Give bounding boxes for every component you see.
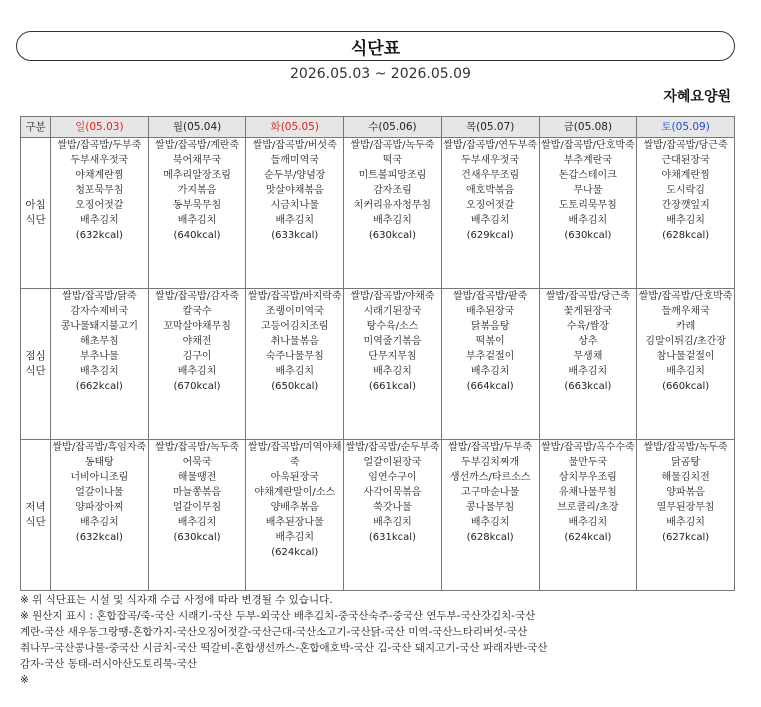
menu-item: (663kcal) [564, 381, 612, 392]
menu-item: 감자수제비국 [70, 306, 129, 317]
day-header-fri: 금(05.08) [539, 117, 637, 138]
menu-item: 쌀밥/잡곡밥/미역야채죽 [247, 442, 342, 468]
menu-item: 배추김치 [275, 532, 315, 543]
menu-item: 도시락김 [666, 185, 705, 196]
menu-item: 닭곰탕 [671, 457, 701, 468]
meal-label [21, 289, 51, 440]
menu-item: 쌀밥/잡곡밥/바지락죽 [247, 291, 342, 302]
menu-item: 미트볼피망조림 [358, 170, 427, 181]
menu-item: (662kcal) [75, 381, 123, 392]
menu-item: 두부새우젓국 [461, 155, 520, 166]
menu-item: 두부새우젓국 [70, 155, 129, 166]
menu-item: 물만두국 [568, 457, 608, 468]
menu-item: (631kcal) [368, 532, 416, 543]
menu-item: 김말이튀김/초간장 [645, 336, 726, 347]
menu-item: 김구이 [182, 351, 212, 362]
menu-item: 콩나물무침 [466, 502, 515, 513]
menu-item: 쌀밥/잡곡밥/당근죽 [643, 140, 728, 151]
menu-item: (670kcal) [173, 381, 221, 392]
menu-item: 꼬막살야채무침 [163, 321, 231, 332]
menu-item: 야채계란찜 [661, 170, 710, 181]
menu-item: (624kcal) [271, 547, 319, 558]
menu-cell [637, 440, 735, 591]
menu-item: 취나물볶음 [270, 336, 319, 347]
day-header-wed: 수(05.06) [344, 117, 442, 138]
menu-item: (624kcal) [564, 532, 612, 543]
menu-item: 아욱된장국 [270, 472, 319, 483]
menu-item: 배추김치 [80, 517, 119, 528]
menu-item: 쌀밥/잡곡밥/연두부죽 [443, 140, 537, 151]
menu-cell [539, 289, 637, 440]
menu-cell [441, 440, 539, 591]
menu-item: 쌀밥/잡곡밥/버섯죽 [252, 140, 337, 151]
breakfast-row [21, 138, 735, 289]
menu-item: 생선까스/타르소스 [449, 472, 531, 483]
menu-cell [344, 138, 442, 289]
menu-item: (628kcal) [662, 230, 710, 241]
menu-item: 배추김치 [666, 215, 705, 226]
menu-item: 야채계란찜 [75, 170, 124, 181]
notes-section [20, 592, 740, 688]
note-line: 계란-국산 새우동그랑땡-혼합가지-국산오징어젓갈-국산근대-국산소고기-국산닭-국산 미역-국산느타리버섯-국산 [20, 626, 528, 638]
menu-item: 해물김치전 [661, 472, 710, 483]
menu-item: 쌀밥/잡곡밥/순두부죽 [345, 442, 440, 453]
menu-item: 얼갈이무침 [172, 502, 222, 513]
menu-item: 고구마순나물 [461, 487, 520, 498]
menu-item: (661kcal) [368, 381, 416, 392]
menu-item: 쌀밥/잡곡밥/녹두죽 [350, 140, 435, 151]
menu-item: 순두부/양념장 [264, 170, 326, 181]
menu-item: 조랭이미역국 [265, 306, 324, 317]
menu-cell [148, 289, 246, 440]
menu-item: 시래기된장국 [363, 306, 422, 317]
menu-item: 간장깻잎지 [661, 200, 710, 211]
menu-item: 배추김치 [666, 517, 705, 528]
menu-item: 무나물 [573, 185, 603, 196]
menu-item: 청포묵무침 [75, 185, 124, 196]
menu-item: 애호박볶음 [466, 185, 515, 196]
menu-item: 꽃게된장국 [563, 306, 613, 317]
menu-item: 배추김치 [177, 517, 217, 528]
day-header-mon: 월(05.04) [148, 117, 246, 138]
meal-label-text: 식단 [25, 516, 46, 528]
menu-item: 상추 [578, 336, 598, 347]
note-line: ※ [20, 674, 29, 686]
menu-item: (630kcal) [564, 230, 612, 241]
menu-period: 2026.05.03 ~ 2026.05.09 [290, 66, 471, 82]
menu-item: 카레 [675, 321, 696, 332]
menu-cell [539, 138, 637, 289]
menu-item: 감자조림 [373, 185, 412, 196]
menu-item: 메추리알장조림 [163, 170, 231, 181]
menu-item: 두부김치찌개 [461, 457, 520, 468]
menu-cell [441, 138, 539, 289]
menu-item: (640kcal) [173, 230, 221, 241]
menu-item: 무생채 [573, 351, 603, 362]
day-header-tue: 화(05.05) [246, 117, 344, 138]
menu-cell [148, 138, 246, 289]
menu-item: 야채전 [182, 336, 212, 347]
corner-header: 구분 [21, 117, 51, 138]
menu-item: 부추나물 [80, 351, 119, 362]
menu-item: 맛살야채볶음 [265, 185, 324, 196]
menu-item: (632kcal) [75, 230, 123, 241]
menu-cell [246, 440, 344, 591]
menu-item: 사각어묵볶음 [363, 487, 422, 498]
menu-item: 오징어젓갈 [75, 200, 124, 211]
day-header-sat: 토(05.09) [637, 117, 735, 138]
menu-item: 쑥갓나물 [373, 502, 412, 513]
menu-item: 부추겉절이 [466, 351, 515, 362]
menu-item: 닭볶음탕 [470, 321, 510, 332]
menu-item: 양배추볶음 [270, 502, 319, 513]
menu-item: 수육/쌈장 [566, 321, 609, 332]
weekly-menu-table [20, 116, 735, 591]
menu-item: (630kcal) [173, 532, 221, 543]
menu-item: 미역줄기볶음 [363, 336, 422, 347]
menu-item: 쌀밥/잡곡밥/녹두죽 [643, 442, 728, 453]
meal-label-text: 식단 [25, 365, 46, 377]
menu-item: (632kcal) [75, 532, 123, 543]
menu-item: 열무된장무침 [656, 502, 715, 513]
menu-cell [51, 289, 149, 440]
menu-item: 배추김치 [373, 517, 412, 528]
facility-name: 자혜요양원 [663, 89, 731, 105]
meal-label-text: 점심 [25, 350, 46, 362]
menu-item: 쌀밥/잡곡밥/두부죽 [57, 140, 142, 151]
menu-item: 가지볶음 [177, 185, 217, 196]
menu-item: 브로콜리/초장 [557, 502, 619, 513]
menu-item: 배추김치 [568, 215, 608, 226]
menu-item: 시금치나물 [270, 200, 319, 211]
menu-item: 배추김치 [568, 517, 608, 528]
menu-cell [51, 138, 149, 289]
menu-item: 배추김치 [470, 517, 510, 528]
menu-cell [148, 440, 246, 591]
menu-item: 배추김치 [470, 215, 510, 226]
menu-item: 근대된장국 [661, 155, 710, 166]
meal-label [21, 138, 51, 289]
menu-item: 동부묵무침 [172, 200, 222, 211]
menu-title-box [16, 31, 735, 61]
menu-item: (629kcal) [466, 230, 514, 241]
menu-cell [51, 440, 149, 591]
menu-cell [246, 289, 344, 440]
menu-item: 쌀밥/잡곡밥/야채죽 [350, 291, 435, 302]
menu-item: 삼치무우조림 [558, 472, 617, 483]
menu-item: 배추김치 [275, 366, 315, 377]
menu-item: 해초무침 [80, 336, 119, 347]
menu-item: (664kcal) [466, 381, 514, 392]
meal-label [21, 440, 51, 591]
menu-item: 배추김치 [568, 366, 608, 377]
menu-item: 배추된장나물 [265, 517, 324, 528]
menu-item: 쌀밥/잡곡밥/감자죽 [155, 291, 240, 302]
menu-item: 북어채무국 [172, 155, 222, 166]
dinner-row [21, 440, 735, 591]
menu-item: 배추김치 [80, 215, 119, 226]
menu-cell [344, 440, 442, 591]
menu-item: 도토리묵무침 [558, 200, 617, 211]
menu-item: 쌀밥/잡곡밥/팥죽 [452, 291, 528, 302]
menu-item: 떡국 [382, 155, 403, 166]
menu-item: 동태탕 [84, 457, 114, 468]
menu-item: 참나물겉절이 [656, 351, 715, 362]
menu-item: (633kcal) [271, 230, 319, 241]
menu-item: 부추계란국 [563, 155, 613, 166]
menu-item: 떡볶이 [475, 336, 505, 347]
page-title: 식단표 [350, 38, 401, 59]
meal-label-text: 저녁 [25, 501, 46, 513]
menu-item: 쌀밥/잡곡밥/녹두죽 [155, 442, 240, 453]
day-header-thu: 목(05.07) [441, 117, 539, 138]
menu-item: 배추김치 [666, 366, 705, 377]
menu-item: (650kcal) [271, 381, 319, 392]
menu-item: 칼국수 [182, 306, 212, 317]
day-header-sun: 일(05.03) [51, 117, 149, 138]
menu-item: (660kcal) [662, 381, 710, 392]
meal-label-text: 식단 [25, 214, 46, 226]
menu-item: 쌀밥/잡곡밥/당근죽 [545, 291, 630, 302]
menu-item: 얼갈이나물 [75, 487, 124, 498]
menu-item: 야채계란말이/소스 [254, 487, 336, 498]
menu-item: 너비아니조림 [70, 472, 129, 483]
menu-item: 돈갑스테이크 [558, 170, 617, 181]
menu-item: 건새우무조림 [461, 170, 520, 181]
menu-item: 마늘쫑볶음 [172, 487, 222, 498]
menu-item: 콩나물돼지불고기 [60, 321, 138, 332]
menu-item: 쌀밥/잡곡밥/단호박죽 [638, 291, 733, 302]
menu-item: 탕수육/소스 [366, 321, 419, 332]
menu-item: 쌀밥/잡곡밥/닭죽 [62, 291, 137, 302]
menu-item: 얼갈이된장국 [363, 457, 422, 468]
note-line: 감자-국산 동태-러시아산도토리묵-국산 [20, 658, 197, 670]
menu-item: 쌀밥/잡곡밥/옥수수죽 [541, 442, 635, 453]
menu-item: 들깨미역국 [270, 155, 319, 166]
menu-item: 배추김치 [373, 366, 412, 377]
menu-item: 치커리유자청무침 [353, 200, 432, 211]
menu-item: (628kcal) [466, 532, 514, 543]
menu-item: 양파볶음 [666, 487, 705, 498]
menu-cell [637, 289, 735, 440]
menu-item: 배추김치 [373, 215, 412, 226]
note-line: ※ 위 식단표는 시설 및 식자재 수급 사정에 따라 변경될 수 있습니다. [20, 594, 333, 606]
menu-item: 단무지무침 [368, 351, 417, 362]
menu-cell [539, 440, 637, 591]
menu-item: 배추김치 [177, 215, 217, 226]
note-line: ※ 원산지 표시 : 혼합잡곡/죽-국산 시래기-국산 두부-외국산 배추김치-중국산숙주-중국산 연두부-국산갓김치-국산 [20, 610, 536, 622]
menu-item: 고등어김치조림 [260, 321, 329, 332]
menu-item: 쌀밥/잡곡밥/단호박죽 [541, 140, 635, 151]
menu-item: 쌀밥/잡곡밥/두부죽 [448, 442, 533, 453]
lunch-row [21, 289, 735, 440]
menu-item: 어묵국 [182, 457, 212, 468]
menu-item: 양파장아찌 [75, 502, 124, 513]
menu-item: 쌀밥/잡곡밥/흑임자죽 [52, 442, 147, 453]
menu-cell [344, 289, 442, 440]
menu-item: 유채나물무침 [558, 487, 617, 498]
table-header-row [21, 117, 735, 138]
menu-item: 해물땡전 [177, 472, 217, 483]
menu-item: 배추김치 [470, 366, 510, 377]
menu-item: 배추김치 [275, 215, 315, 226]
meal-label-text: 아침 [25, 199, 46, 211]
menu-item: (627kcal) [662, 532, 710, 543]
menu-item: 임연수구이 [368, 472, 417, 483]
menu-cell [441, 289, 539, 440]
note-line: 취나무-국산콩나물-중국산 시금치-국산 떡갈비-혼합생선까스-혼합애호박-국산 김-국산 돼지고기-국산 파래자반-국산 [20, 642, 548, 654]
menu-item: 쌀밥/잡곡밥/계란죽 [155, 140, 240, 151]
menu-item: 오징어젓갈 [466, 200, 515, 211]
menu-item: 들깨우채국 [661, 306, 710, 317]
menu-item: 배추김치 [177, 366, 217, 377]
menu-item: 배추된장국 [466, 306, 515, 317]
menu-item: (630kcal) [368, 230, 416, 241]
menu-cell [637, 138, 735, 289]
menu-cell [246, 138, 344, 289]
menu-item: 배추김치 [80, 366, 119, 377]
menu-item: 숙주나물무침 [265, 351, 324, 362]
